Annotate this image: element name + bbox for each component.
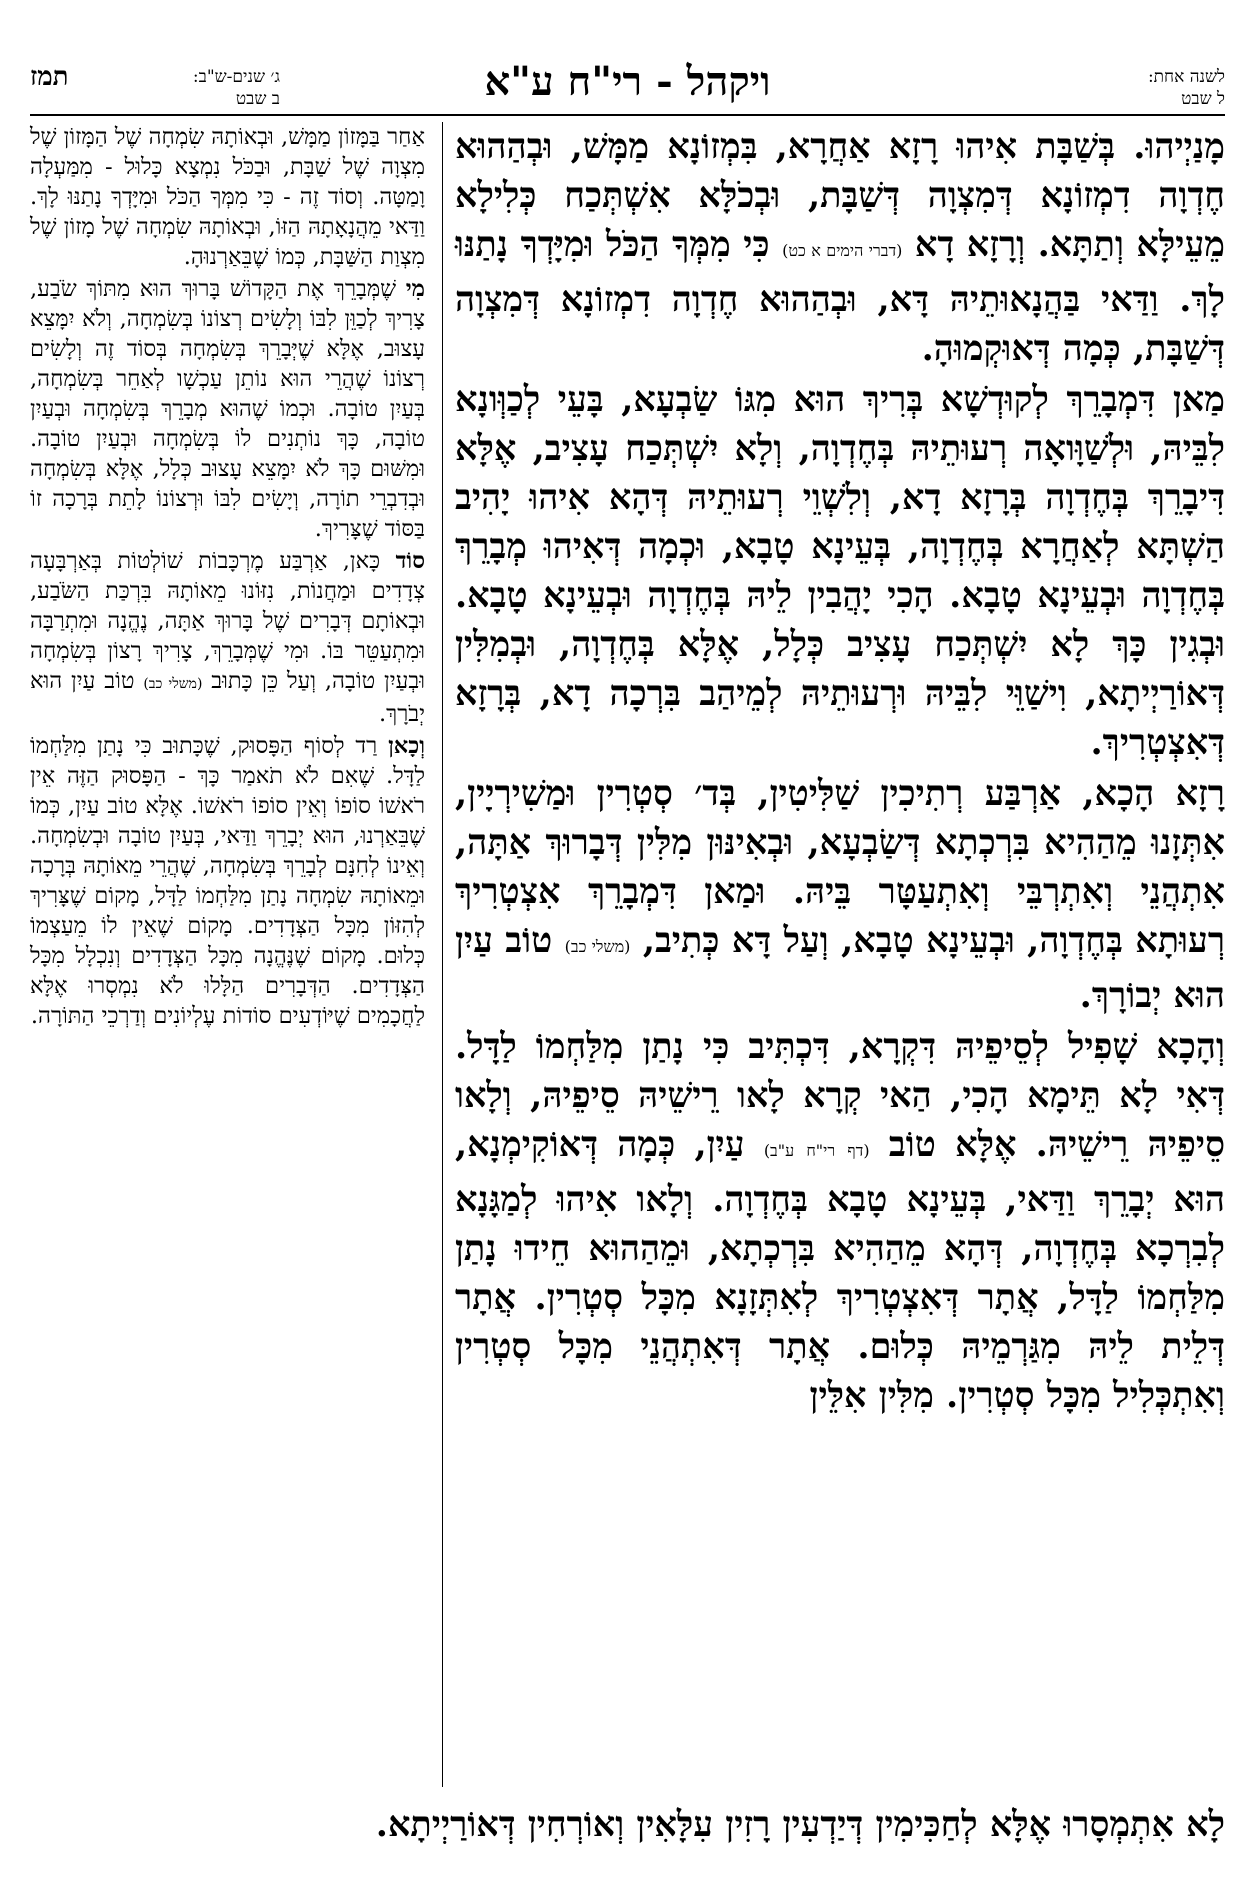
main-text: טוֹב עַיִן הוּא יְבוֹרָךְ. <box>455 920 1225 1016</box>
main-text: וְהָכָא שָׁפִיל לְסֵיפֵיהּ דִּקְרָא, דִּכְתִּיב כִּי נָתַן מִלַּחְמוֹ לַדָּל. דְּאִי לָא תֵּימָא הָכִי, הַאי קְרָא לָאו רֵישֵׁיהּ סֵיפֵיהּ, וְלָאו סֵיפֵיהּ רֵישֵׁיהּ. אֶלָּא טוֹב <box>455 1026 1226 1165</box>
column-divider <box>442 122 443 1787</box>
side-paragraph-3 <box>30 546 425 729</box>
header-right-line1: לשנה אחת: <box>1147 67 1225 87</box>
main-text: כִּי מִמְּךָ הַכֹּל וּמִיָּדְךָ נָתַנּוּ לָךְ. וַדַּאי בַּהֲנָאוּתֵיהּ דָּא, וּבְהַהוּא חֶדְוָה דִמְזוֹנָא דְּמִצְוָה דְּשַׁבָּת, כְּמָה דְּאוּקְמוּהָ. <box>455 224 1225 369</box>
main-text-column <box>455 122 1225 1782</box>
side-text: רַד לְסוֹף הַפָּסוּק, שֶׁכָּתוּב כִּי נָתַן מִלַּחְמוֹ לַדָּל. שֶׁאִם לֹא תֹאמַר כָּךְ - הַפָּסוּק הַזֶּה אֵין רֹאשׁוֹ סוֹפוֹ וְאֵין סוֹפוֹ רֹאשׁוֹ. אֶלָּא טוֹב עַיִן, כְּמוֹ שֶׁבֵּאַרְנוּ, הוּא יְבָרֵךְ וַדַּאי, בְּעַיִן טוֹבָה וּבְשִׂמְחָה. וְאֵינוֹ לְחִנָּם לְבָרֵךְ בְּשִׂמְחָה, שֶׁהֲרֵי מֵאוֹתָהּ בְּרָכָה וּמֵאוֹתָהּ שִׂמְחָה נָתַן מִלַּחְמוֹ לַדָּל, מָקוֹם שֶׁצָּרִיךְ לְהִזּוֹן מִכָּל הַצְּדָדִים. מָקוֹם שֶׁאֵין לוֹ מֵעַצְמוֹ כְּלוּם. מָקוֹם שֶׁנֶּהֱנָה מִכָּל הַצְּדָדִים וְנִכְלָל מִכָּל הַצְּדָדִים. הַדְּבָרִים הַלָּלוּ לֹא נִמְסְרוּ אֶלָּא לַחֲכָמִים שֶׁיּוֹדְעִים סוֹדוֹת עֶלְיוֹנִים וְדַרְכֵי הַתּוֹרָה. <box>30 733 425 1029</box>
page-reference: (דף רי"ח ע"ב) <box>763 1141 870 1160</box>
source-reference: (דברי הימים א כט) <box>782 241 903 260</box>
side-paragraph-1 <box>30 122 425 272</box>
header-left-notes <box>130 66 280 110</box>
header-left-line1: ג׳ שנים-ש"ב: <box>192 67 280 87</box>
header-left-line2: ב שבט <box>235 89 280 109</box>
source-reference: (משלי כב) <box>564 937 631 956</box>
side-lead-word: וְכָאן <box>388 733 425 759</box>
page-title: ויקהל - רי"ח ע"א <box>484 58 771 105</box>
side-paragraph-2 <box>30 274 425 544</box>
page-header <box>30 40 1225 110</box>
main-paragraph-4 <box>455 1022 1225 1420</box>
side-text: שֶׁמְּבָרֵךְ אֶת הַקָּדוֹשׁ בָּרוּךְ הוּא מִתּוֹךְ שֹׂבַע, צָרִיךְ לְכַוֵּן לִבּוֹ וְלָשִׂים רְצוֹנוֹ בְּשִׂמְחָה, וְלֹא יִמָּצֵא עָצוּב, אֶלָּא שֶׁיְּבָרֵךְ בְּשִׂמְחָה בְּסוֹד זֶה וְלָשִׂים רְצוֹנוֹ שֶׁהֲרֵי הוּא נוֹתֵן עַכְשָׁו לְאַחֵר בְּשִׂמְחָה, בְּעַיִן טוֹבָה. וּכְמוֹ שֶׁהוּא מְבָרֵךְ בְּשִׂמְחָה וּבְעַיִן טוֹבָה, כָּךְ נוֹתְנִים לוֹ בְּשִׂמְחָה וּבְעַיִן טוֹבָה. וּמִשּׁוּם כָּךְ לֹא יִמָּצֵא עָצוּב כְּלָל, אֶלָּא בְּשִׂמְחָה וּבְדִבְרֵי תוֹרָה, וְיָשִׂים לִבּוֹ וּרְצוֹנוֹ לָתֵת בְּרָכָה זוֹ בַּסּוֹד שֶׁצָּרִיךְ. <box>30 276 425 542</box>
side-text: טוֹב עַיִן הוּא יְבֹרָךְ. <box>30 668 425 727</box>
page-number: תמז <box>30 62 69 92</box>
side-text: כָּאן, אַרְבַּע מֶרְכָּבוֹת שׁוֹלְטוֹת בְּאַרְבָּעָה צְדָדִים וּמַחֲנוֹת, נִזּוֹנוּ מֵאוֹתָהּ בִּרְכַּת הַשֹּׂבַע, וּבְאוֹתָם דְּבָרִים שֶׁל בָּרוּךְ אַתָּה, נֶהֱנָה וּמִתְרַבָּה וּמִתְעַטֵּר בּוֹ. וּמִי שֶׁמְּבָרֵךְ, צָרִיךְ רָצוֹן בְּשִׂמְחָה וּבְעַיִן טוֹבָה, וְעַל כֵּן כָּתוּב <box>30 548 425 694</box>
bottom-full-width-line: לָא אִתְמְסָרוּ אֶלָּא לְחַכִּימִין דְּיַדְעִין רָזִין עִלָּאִין וְאוֹרְחִין דְּאוֹרַיְיתָא. <box>375 1804 1225 1845</box>
source-reference: (משלי כב) <box>143 676 203 692</box>
main-paragraph-2 <box>455 375 1225 767</box>
main-paragraph-1 <box>455 122 1225 373</box>
header-right-line2: ל שבט <box>1181 89 1225 109</box>
side-text: אַחַר בַּמָּזוֹן מַמָּשׁ, וּבְאוֹתָהּ שִׂמְחָה שֶׁל הַמָּזוֹן שֶׁל מִצְוָה שֶׁל שַׁבָּת, וּבַכֹּל נִמְצָא כָּלוּל - מִמַּעְלָה וָמַטָּה. וְסוֹד זֶה - כִּי מִמְּךָ הַכֹּל וּמִיָּדְךָ נָתַנּוּ לָךְ. וַדַּאי מֵהֲנָאָתָהּ הַזּוֹ, וּבְאוֹתָהּ שִׂמְחָה שֶׁל מָזוֹן שֶׁל מִצְוַת הַשַּׁבָּת, כְּמוֹ שֶׁבֵּאַרְנוּהָ. <box>30 124 425 270</box>
side-lead-word: סוֹד <box>395 548 425 574</box>
main-text: עַיִן, כְּמָה דְּאוֹקִימְנָא, הוּא יְבָרֵךְ וַדַּאי, בְּעֵינָא טָבָא בְּחֶדְוָה. וְלָאו אִיהוּ לְמַגָּנָא לְבִרְכָא בְּחֶדְוָה, דְּהָא מֵהַהִיא בִּרְכְתָא, וּמֵהַהוּא חֵידוּ נָתַן מִלַּחְמוֹ לַדָּל, אֲתָר דְּאִצְטְרִיךְ לְאִתְּזָנָא מִכָּל סְטְרִין. אֲתָר דְּלֵית לֵיהּ מִגַּרְמֵיהּ כְּלוּם. אֲתָר דְּאִתְהֲנֵי מִכָּל סְטְרִין וְאִתְכְּלִיל מִכָּל סְטְרִין. מִלִּין אִלֵּין <box>455 1124 1225 1416</box>
main-text: רָזָא הָכָא, אַרְבַּע רְתִיכִין שַׁלִּיטִין, בְּד׳ סְטְרִין וּמַשִׁירְיָין, אִתְּזָנוּ מֵהַהִיא בִּרְכְתָא דְּשַׂבְעָא, וּבְאִינּוּן מִלִּין דְּבָרוּךְ אַתָּה, אִתְהֲנֵי וְאִתְרְבֵּי וְאִתְעַטָּר בֵּיהּ. וּמַאן דִּמְבָרֵךְ אִצְטְרִיךְ רְעוּתָא בְּחֶדְוָה, וּבְעֵינָא טָבָא, וְעַל דָּא כְּתִיב, <box>455 773 1226 961</box>
main-text: מָנַיְיהוּ. בְּשַׁבָּת אִיהוּ רָזָא אַחֲרָא, בִּמְזוֹנָא מַמָּשׁ, וּבְהַהוּא חֶדְוָה דִמְזוֹנָא דְּמִצְוָה דְּשַׁבָּת, וּבְכֹלָּא אִשְׁתְּכַח כְּלִילָא מֵעֵילָּא וְתַתָּא. וְרָזָא דָא <box>455 126 1226 265</box>
header-rule <box>30 114 1225 116</box>
side-paragraph-4 <box>30 731 425 1031</box>
main-text: מַאן דִּמְבָרֵךְ לְקוּדְשָׁא בְּרִיךְ הוּא מִגּוֹ שַׂבְעָא, בָּעֵי לְכַוְּונָא לִבֵּיהּ, וּלְשַׁוָּואָה רְעוּתֵיהּ בְּחֶדְוָה, וְלָא יִשְׁתְּכַח עָצִיב, אֶלָּא דִּיבָרֵךְ בְּחֶדְוָה בְּרָזָא דָא, וְלִשְׁוֵי רְעוּתֵיהּ דְּהָא אִיהוּ יָהִיב הַשְׁתָּא לְאַחֲרָא בְּחֶדְוָה, בְּעֵינָא טָבָא, וּכְמָה דְּאִיהוּ מְבָרֵךְ בְּחֶדְוָה וּבְעֵינָא טָבָא. הָכִי יָהֲבִין לֵיהּ בְּחֶדְוָה וּבְעֵינָא טָבָא. וּבְגִין כָּךְ לָא יִשְׁתְּכַח עָצִיב כְּלָל, אֶלָּא בְּחֶדְוָה, וּבְמִלִּין דְּאוֹרַיְיתָא, וִישַׁוֵּי לִבֵּיהּ וּרְעוּתֵיהּ לְמֵיהַב בִּרְכָה דָא, בְּרָזָא דְּאִצְטְרִיךְ. <box>455 379 1225 763</box>
translation-column <box>30 122 425 1787</box>
side-lead-word: מִי <box>405 276 426 302</box>
main-paragraph-3 <box>455 769 1225 1020</box>
